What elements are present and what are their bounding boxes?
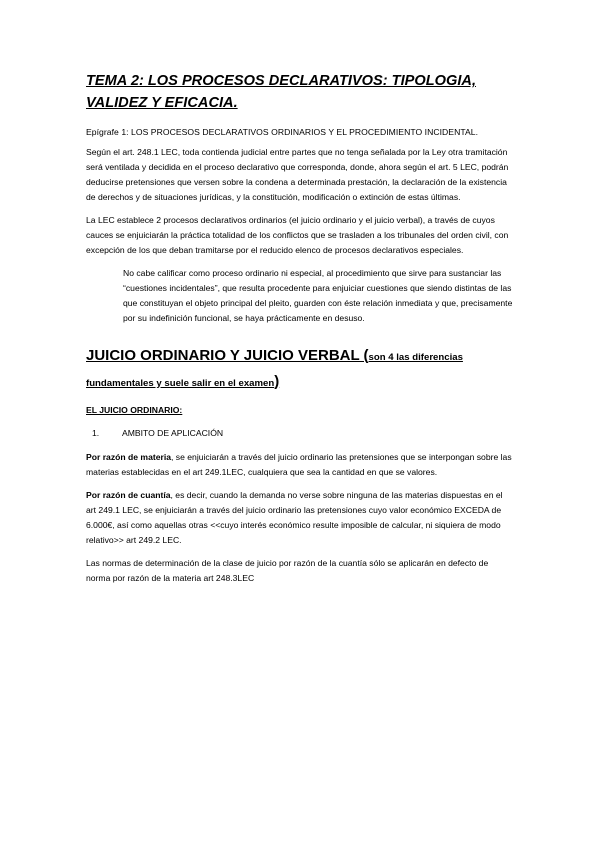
paragraph-razon-materia xyxy=(86,450,514,480)
bold-lead: Por razón de cuantía xyxy=(86,490,171,500)
paragraph-procesos-ordinarios: La LEC establece 2 procesos declarativos ordinarios (el juicio ordinario y el juicio verbal), a través de cuyos cauces se enjuiciarán la práctica totalidad de los conflictos que se trasladen a los tribunales del orden civil, con excepción de los que deban tramitarse por el reducido elenco de procesos declarativos especiales. xyxy=(86,215,509,255)
document-title: TEMA 2: LOS PROCESOS DECLARATIVOS: TIPOLOGIA, VALIDEZ Y EFICACIA. xyxy=(86,73,476,111)
section-heading-juicio-ordinario-verbal xyxy=(86,344,514,396)
paragraph-razon-cuantia xyxy=(86,488,514,548)
indented-quote-cuestiones-incidentales: No cabe calificar como proceso ordinario ni especial, al procedimiento que sirve para sustanciar las “cuestiones incidentales”, que resulta procedente para enjuiciar cuestiones que siendo distintas de las que constituyan el objeto principal del pleito, guarden con éste relación inmediata y que, precisamente por su indefinición funcional, se haya prácticamente en desuso. xyxy=(123,268,513,323)
epigrafe-heading: Epígrafe 1: LOS PROCESOS DECLARATIVOS ORDINARIOS Y EL PROCEDIMIENTO INCIDENTAL. xyxy=(86,127,479,137)
list-item-ambito xyxy=(86,427,514,440)
document-content xyxy=(86,70,514,594)
subsection-juicio-ordinario: EL JUICIO ORDINARIO: xyxy=(86,405,183,415)
bold-lead: Por razón de materia xyxy=(86,452,172,462)
section-heading-main: JUICIO ORDINARIO Y JUICIO VERBAL ( xyxy=(86,347,369,364)
section-heading-note: son 4 las diferencias fundamentales y suele salir en el examen xyxy=(86,352,463,389)
list-number: 1. xyxy=(92,428,100,438)
paragraph-text: , es decir, cuando la demanda no verse sobre ninguna de las materias dispuestas en el art 249.1 LEC, se enjuiciarán a través del juicio ordinario las pretensiones cuyo valor económico EXCEDA de 6.000€, así como aquellas otras <<cuyo interés económico resulte imposible de calcular, ni siquiera de modo relativo>> art 249.2 LEC. xyxy=(86,490,503,545)
paragraph-text: , se enjuiciarán a través del juicio ordinario las pretensiones que se interpongan sobre las materias establecidas en el art 249.1LEC, cualquiera que sea la cantidad en que se valores. xyxy=(86,452,512,477)
section-heading-close: ) xyxy=(274,373,280,390)
paragraph-normas-determinacion: Las normas de determinación de la clase de juicio por razón de la cuantía sólo se aplicarán en defecto de norma por razón de la materia art 248.3LEC xyxy=(86,558,489,583)
list-item-text: AMBITO DE APLICACIÓN xyxy=(122,428,224,438)
paragraph-art-248: Según el art. 248.1 LEC, toda contienda judicial entre partes que no tenga señalada por la Ley otra tramitación será ventilada y decidida en el proceso declarativo que corresponda, donde, ahora según el art. 5 LEC, podrán deducirse pretensiones que versen sobre la condena a determinada prestación, la declaración de la existencia de derechos y de situaciones jurídicas, y la constitución, modificación o extinción de estas últimas. xyxy=(86,147,509,202)
